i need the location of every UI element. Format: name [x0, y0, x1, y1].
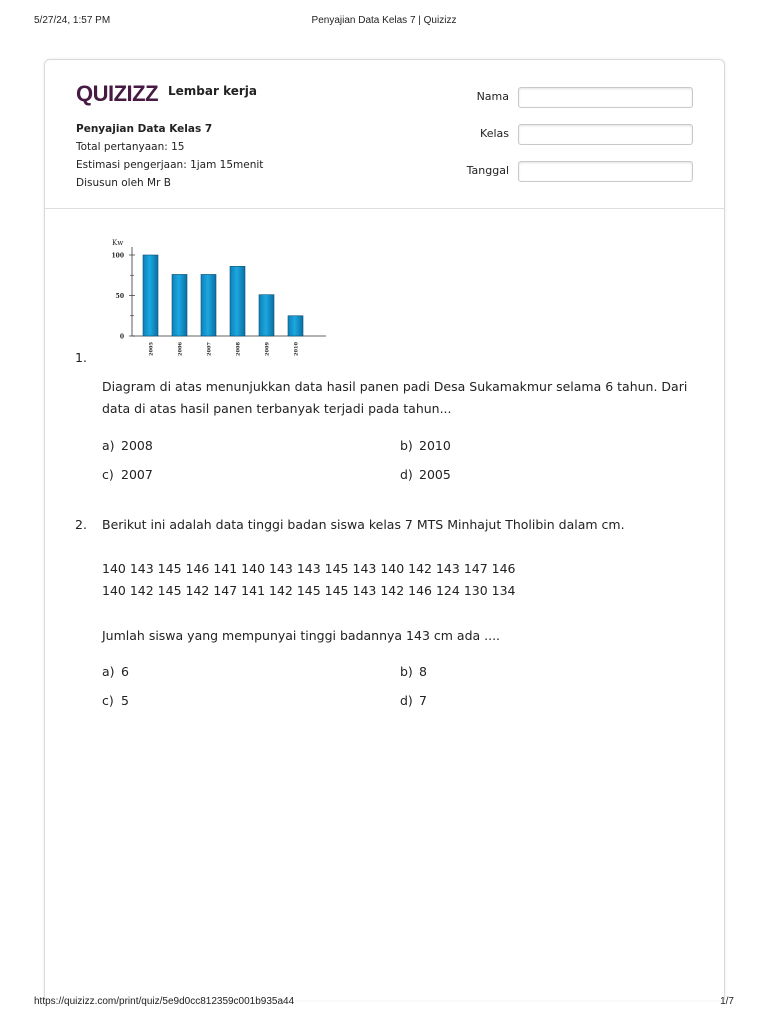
x-tick-label-2010: 2010 [293, 342, 300, 356]
quizizz-logo [76, 80, 166, 106]
bar-2006 [172, 274, 187, 336]
option-value: 8 [419, 664, 427, 679]
x-tick-label-2005: 2005 [148, 342, 155, 356]
question-2-option-a[interactable] [102, 664, 129, 679]
question-1-text: Diagram di atas menunjukkan data hasil panen padi Desa Sukamakmur selama 6 tahun. Dari data di atas hasil panen terbanyak terjadi pada tahun... [102, 379, 688, 416]
date-field[interactable] [518, 161, 693, 182]
class-field[interactable] [518, 124, 693, 145]
question-2-data-line-1: 140 143 145 146 141 140 143 143 145 143 140 142 143 147 146 [102, 561, 516, 576]
class-label: Kelas [480, 127, 509, 140]
print-page-number: 1/7 [720, 996, 734, 1007]
bar-2007 [201, 274, 216, 336]
question-1-option-c[interactable] [102, 467, 153, 482]
quizizz-logo-text: QUIZIZZ [76, 81, 159, 106]
option-label: b) [400, 664, 413, 679]
question-2-data-line-2: 140 142 145 142 147 141 142 145 145 143 142 146 124 130 134 [102, 583, 516, 598]
question-1-option-b[interactable] [400, 438, 451, 453]
question-2-text: Berikut ini adalah data tinggi badan siswa kelas 7 MTS Minhajut Tholibin dalam cm. [102, 517, 625, 532]
question-2-option-b[interactable] [400, 664, 427, 679]
question-2-option-c[interactable] [102, 693, 129, 708]
y-tick-label: 50 [115, 293, 124, 300]
worksheet-meta [76, 120, 263, 192]
question-2-number: 2. [75, 517, 87, 532]
option-value: 2005 [419, 467, 451, 482]
worksheet-subtitle: Lembar kerja [168, 84, 257, 98]
option-value: 2007 [121, 467, 153, 482]
name-field[interactable] [518, 87, 693, 108]
question-1-number: 1. [75, 350, 87, 365]
print-page-title: Penyajian Data Kelas 7 | Quizizz [311, 15, 457, 26]
print-header [0, 15, 768, 29]
estimated-time: Estimasi pengerjaan: 1jam 15menit [76, 159, 264, 171]
worksheet-header [45, 60, 724, 209]
bar-2005 [143, 255, 158, 336]
question-1-option-a[interactable] [102, 438, 153, 453]
option-label: c) [102, 467, 114, 482]
print-datetime: 5/27/24, 1:57 PM [34, 15, 111, 26]
x-tick-label-2007: 2007 [206, 342, 213, 356]
y-tick-label: 100 [111, 252, 124, 260]
option-label: c) [102, 693, 114, 708]
total-questions: Total pertanyaan: 15 [76, 141, 185, 153]
option-value: 7 [419, 693, 427, 708]
harvest-bar-chart [104, 236, 332, 360]
option-value: 5 [121, 693, 129, 708]
bar-2008 [230, 266, 245, 336]
bar-2009 [259, 295, 274, 336]
option-value: 6 [121, 664, 129, 679]
option-label: a) [102, 664, 115, 679]
y-tick-label: 0 [119, 333, 124, 341]
print-url: https://quizizz.com/print/quiz/5e9d0cc812359c001b935a44 [34, 996, 295, 1007]
x-tick-label-2006: 2006 [177, 342, 184, 356]
option-label: a) [102, 438, 115, 453]
x-tick-label-2008: 2008 [235, 342, 242, 356]
option-value: 2010 [419, 438, 451, 453]
y-axis-label: Kw [112, 239, 124, 247]
date-label: Tanggal [466, 164, 509, 177]
question-2-option-d[interactable] [400, 693, 427, 708]
option-value: 2008 [121, 438, 153, 453]
question-1-option-d[interactable] [400, 467, 451, 482]
print-footer [0, 996, 768, 1010]
worksheet-title: Penyajian Data Kelas 7 [76, 123, 213, 135]
name-label: Nama [476, 90, 509, 103]
bar-2010 [288, 316, 303, 336]
option-label: b) [400, 438, 413, 453]
question-2-question: Jumlah siswa yang mempunyai tinggi badannya 143 cm ada .... [102, 628, 501, 643]
x-tick-label-2009: 2009 [264, 342, 271, 356]
option-label: d) [400, 467, 413, 482]
option-label: d) [400, 693, 413, 708]
author: Disusun oleh Mr B [76, 177, 171, 189]
